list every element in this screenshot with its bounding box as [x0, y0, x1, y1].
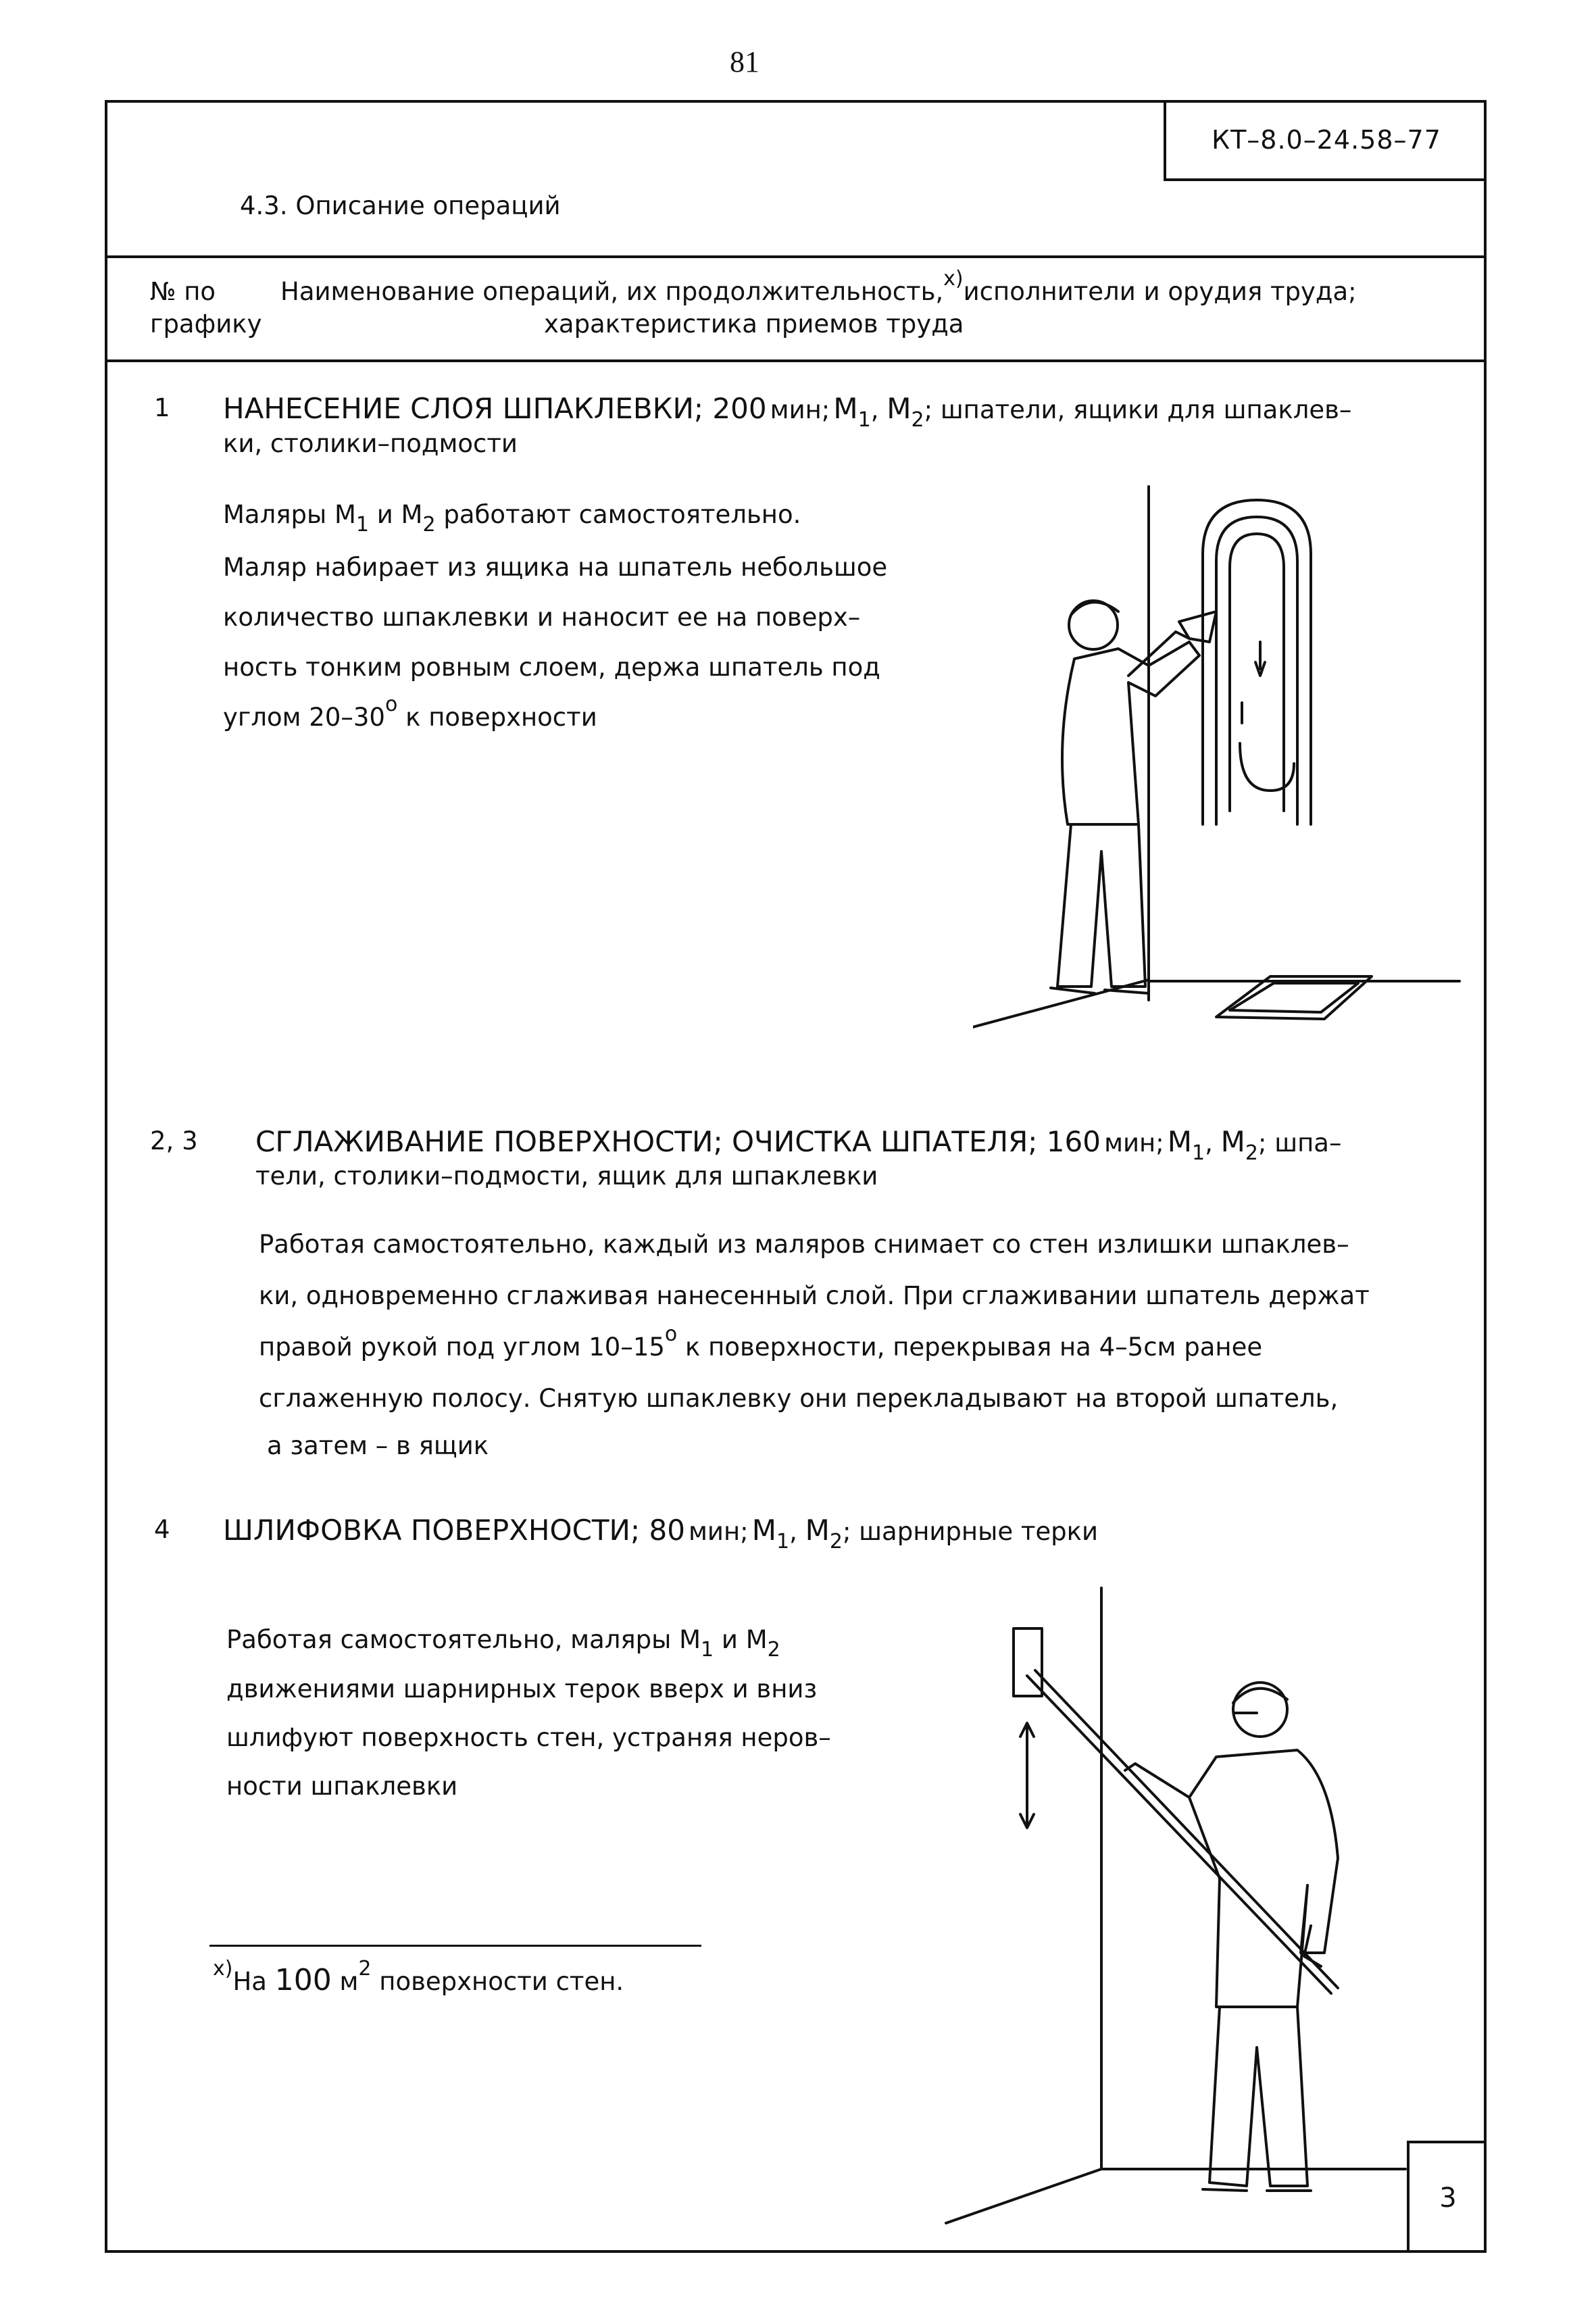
op1-title-a: НАНЕСЕНИЕ СЛОЯ ШПАКЛЕВКИ; 200	[223, 392, 767, 425]
sanding-pole	[1027, 1676, 1331, 1993]
op2-body-angle: правой рукой под углом 10–15	[259, 1333, 665, 1362]
op4-body-sub1: 1	[701, 1638, 714, 1662]
op1-number: 1	[154, 393, 170, 422]
op1-title-line2: ки, столики–подмости	[223, 429, 518, 458]
op4-body-sub2: 2	[767, 1638, 780, 1662]
footnote-text-a: На	[232, 1967, 267, 1996]
op1-body-line4: ность тонким ровным слоем, держа шпатель под	[223, 653, 880, 682]
op2-body-degree: о	[664, 1322, 678, 1346]
worker2-hand	[1304, 1926, 1321, 1966]
op2-body-line1: Работая самостоятельно, каждый из маляров снимает со стен излишки шпаклев–	[259, 1230, 1349, 1259]
worker2-shoes	[1203, 2189, 1311, 2191]
footnote-rule	[209, 1945, 701, 1947]
op4-title-min: мин;	[689, 1517, 749, 1546]
op1-body-text-b: и М	[376, 500, 423, 529]
op4-m1-sub: 1	[776, 1530, 790, 1553]
footnote-number: 100	[274, 1963, 332, 1997]
header-col1-line1: № по	[150, 277, 216, 306]
op2-body-line3	[259, 1322, 1263, 1362]
op1-body-sub1: 1	[355, 513, 369, 537]
op1-m1-sub: 1	[857, 408, 871, 432]
op4-body-line4: ности шпаклевки	[226, 1772, 458, 1801]
op1-title-line1: НАНЕСЕНИЕ СЛОЯ ШПАКЛЕВКИ; 200 мин; М1, М2; шпатели, ящики для шпаклев–	[223, 392, 1352, 432]
op1-body-text-c: работают самостоятельно.	[443, 500, 801, 529]
footnote-text-b: поверхности стен.	[379, 1967, 624, 1996]
footnote-unit-sup: 2	[358, 1957, 372, 1981]
op1-m2-sub: 2	[911, 408, 924, 432]
page-number: 81	[730, 45, 759, 78]
op2-title-a: СГЛАЖИВАНИЕ ПОВЕРХНОСТИ; ОЧИСТКА ШПАТЕЛЯ; 160	[255, 1125, 1101, 1158]
header-col2-line1	[280, 267, 1357, 306]
worker2-arm-raised	[1125, 1764, 1189, 1797]
op4-body-line3: шлифуют поверхность стен, устраняя неров–	[226, 1723, 831, 1752]
header-top-rule	[105, 255, 1487, 258]
op2-m2: М	[1220, 1125, 1245, 1158]
worker1-torso	[1062, 642, 1199, 824]
op1-body-text-a: Маляры М	[223, 500, 356, 529]
op4-number: 4	[154, 1515, 170, 1544]
op1-body-angle: углом 20–30	[223, 703, 385, 732]
op1-body-degree: о	[384, 693, 398, 716]
op1-title-min: мин;	[770, 395, 830, 424]
header-col2-line2: характеристика приемов труда	[544, 309, 964, 339]
op4-body-text-a: Работая самостоятельно, маляры М	[226, 1625, 701, 1654]
op2-title-line2: тели, столики–подмости, ящик для шпаклевки	[255, 1162, 878, 1191]
op2-title-b: ; шпа–	[1258, 1128, 1342, 1158]
op2-title-line1: СГЛАЖИВАНИЕ ПОВЕРХНОСТИ; ОЧИСТКА ШПАТЕЛЯ; 160 мин; М1, М2; шпа–	[255, 1125, 1342, 1165]
op4-body-line2: движениями шарнирных терок вверх и вниз	[226, 1674, 818, 1703]
header-bottom-rule	[105, 359, 1487, 362]
op4-m1: М	[751, 1514, 776, 1547]
op2-body-line4: сглаженную полосу. Снятую шпаклевку они перекладывают на второй шпатель,	[259, 1384, 1339, 1413]
op4-m2: М	[805, 1514, 830, 1547]
worker2-torso	[1189, 1750, 1338, 2007]
op2-title-min: мин;	[1104, 1128, 1164, 1158]
op2-body-line5: а затем – в ящик	[267, 1431, 489, 1460]
op4-title-b: ; шарнирные терки	[842, 1517, 1099, 1546]
op1-body-line5	[223, 693, 597, 732]
op4-body-text-b: и М	[721, 1625, 768, 1654]
op4-m2-sub: 2	[829, 1530, 843, 1553]
op1-title-b: ; шпатели, ящики для шпаклев–	[924, 395, 1352, 424]
putty-box-inner	[1230, 983, 1358, 1012]
header-col1-line2: графику	[150, 309, 262, 339]
section-title: 4.3. Описание операций	[240, 191, 561, 220]
op1-body-sub2: 2	[422, 513, 436, 537]
footnote	[213, 1957, 624, 1997]
op1-m2: М	[887, 392, 912, 425]
worker1-arm	[1128, 632, 1189, 676]
op2-body-line2: ки, одновременно сглаживая нанесенный слой. При сглаживании шпатель держат	[259, 1281, 1370, 1310]
op2-body-text-b: к поверхности, перекрывая на 4–5	[685, 1333, 1144, 1362]
document-code: КТ–8.0–24.58–77	[1164, 101, 1487, 181]
header-footnote-mark: x)	[943, 267, 964, 291]
sanding-pole-edge	[1035, 1670, 1338, 1988]
op1-m1: М	[833, 392, 858, 425]
worker2-head	[1233, 1683, 1287, 1737]
op2-body-text-c: ранее	[1184, 1333, 1263, 1362]
op2-m1: М	[1167, 1125, 1193, 1158]
worker1-legs	[1057, 824, 1145, 987]
putty-stroke-bottom-turn	[1240, 743, 1294, 791]
illustration-putty-application	[973, 473, 1487, 1041]
footnote-unit: м	[339, 1967, 359, 1996]
op1-body-line2: Маляр набирает из ящика на шпатель небольшое	[223, 553, 888, 582]
putty-stroke-core	[1230, 534, 1284, 811]
sheet-number-box: 3	[1407, 2141, 1487, 2253]
op2-m2-sub: 2	[1245, 1141, 1259, 1165]
op4-title-a: ШЛИФОВКА ПОВЕРХНОСТИ; 80	[223, 1514, 685, 1547]
op1-body-text-d: к поверхности	[405, 703, 597, 732]
op4-body-line1	[226, 1625, 780, 1662]
worker2-legs	[1210, 2007, 1307, 2186]
header-col2-text-b: исполнители и орудия труда;	[963, 277, 1357, 306]
op2-body-cm: см	[1143, 1333, 1176, 1362]
op2-number: 2, 3	[150, 1126, 198, 1155]
op1-body-line3: количество шпаклевки и наносит ее на поверх–	[223, 603, 861, 632]
floor2-line-left	[946, 2169, 1101, 2223]
op2-m1-sub: 1	[1192, 1141, 1205, 1165]
header-col2-text-a: Наименование операций, их продолжительность,	[280, 277, 944, 306]
illustration-wall-sanding	[932, 1574, 1487, 2250]
op1-body-line1	[223, 500, 801, 537]
op4-title: ШЛИФОВКА ПОВЕРХНОСТИ; 80 мин; М1, М2; шарнирные терки	[223, 1514, 1099, 1553]
footnote-mark: x)	[213, 1957, 233, 1981]
